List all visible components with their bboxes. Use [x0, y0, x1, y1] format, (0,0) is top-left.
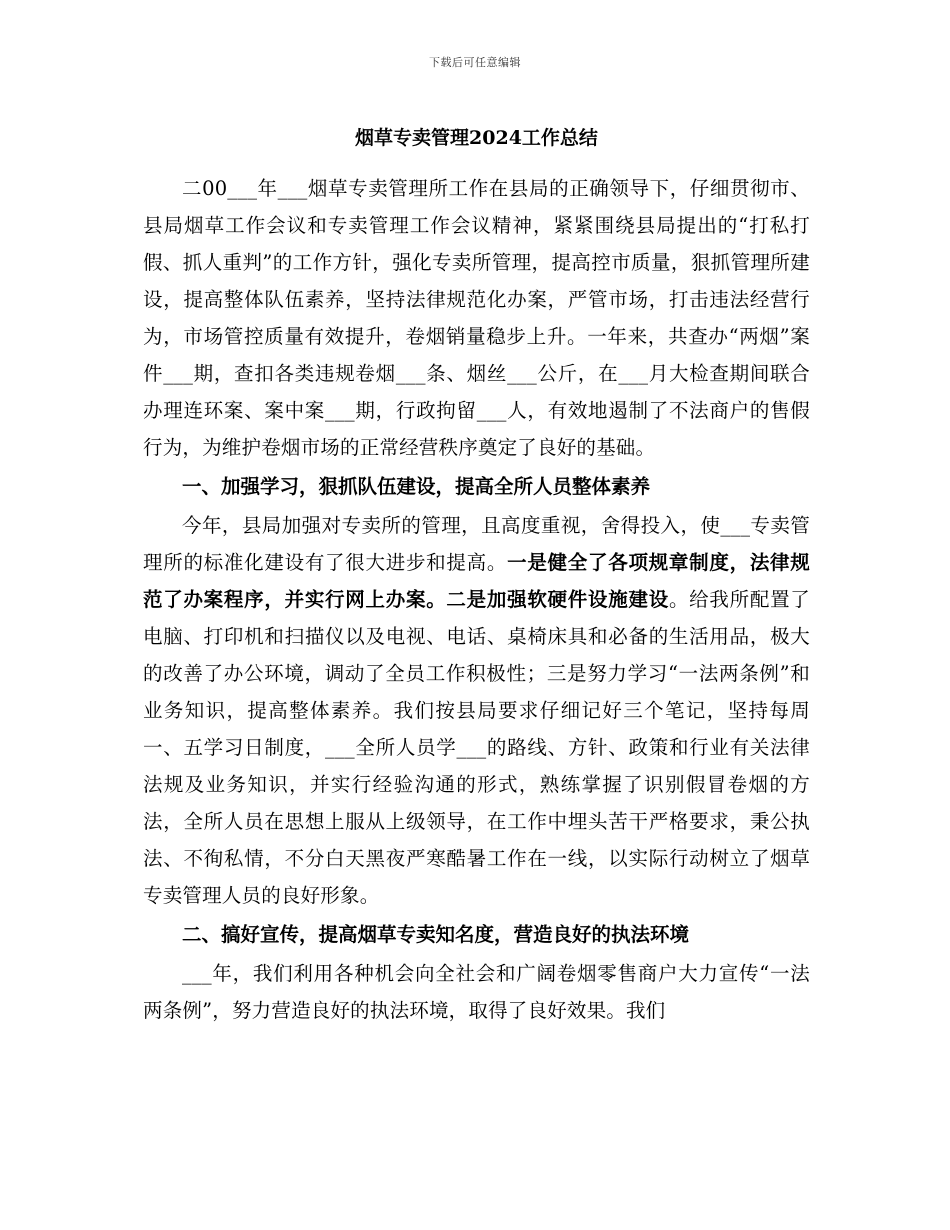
- page-header: 下载后可任意编辑: [429, 56, 521, 69]
- paragraph-section-2: ___年，我们利用各种机会向全社会和广阔卷烟零售商户大力宣传“一法两条例”，努力营造良好的执法环境，取得了良好效果。我们: [143, 962, 810, 1022]
- paragraph-section-1-text-a: 今年，县局加强对专卖所的管理，且高度重视，舍得投入，使___专卖管理所的标准化建设有了很大进步和提高。: [143, 514, 810, 574]
- section-heading-2: 二、搞好宣传，提高烟草专卖知名度，营造良好的执法环境: [182, 923, 690, 946]
- paragraph-section-1: [143, 507, 810, 914]
- document-body: [143, 120, 810, 1029]
- document-title: 烟草专卖管理2024工作总结: [355, 127, 598, 149]
- paragraph-section-1-text-c: 。给我所配置了电脑、打印机和扫描仪以及电视、电话、桌椅床具和必备的生活用品，极大的改善了办公环境，调动了全员工作积极性；三是努力学习“一法两条例”和业务知识，提高整体素养。我们按县局要求仔细记好三个笔记，坚持每周一、五学习日制度，___全所人员学___的路线、方针、政策和行业有关法律法规及业务知识，并实行经验沟通的形式，熟练掌握了识别假冒卷烟的方法，全所人员在思想上服从上级领导，在工作中埋头苦干严格要求，秉公执法、不徇私情，不分白天黑夜严寒酷暑工作在一线，以实际行动树立了烟草专卖管理人员的良好形象。: [143, 588, 811, 907]
- section-heading-1: 一、加强学习，狠抓队伍建设，提高全所人员整体素养: [182, 475, 651, 498]
- paragraph-intro: 二00___年___烟草专卖管理所工作在县局的正确领导下，仔细贯彻市、县局烟草工作会议和专卖管理工作会议精神，紧紧围绕县局提出的“打私打假、抓人重判”的工作方针，强化专卖所管理，提高控市质量，狠抓管理所建设，提高整体队伍素养，坚持法律规范化办案，严管市场，打击违法经营行为，市场管控质量有效提升，卷烟销量稳步上升。一年来，共查办“两烟”案件___期，查扣各类违规卷烟___条、烟丝___公斤，在___月大检查期间联合办理连环案、案中案___期，行政拘留___人，有效地遏制了不法商户的售假行为，为维护卷烟市场的正常经营秩序奠定了良好的基础。: [143, 177, 810, 459]
- paragraph-section-1-bold: 一是健全了各项规章制度，法律规范了办案程序，并实行网上办案。二是加强软硬件设施建设: [143, 551, 810, 611]
